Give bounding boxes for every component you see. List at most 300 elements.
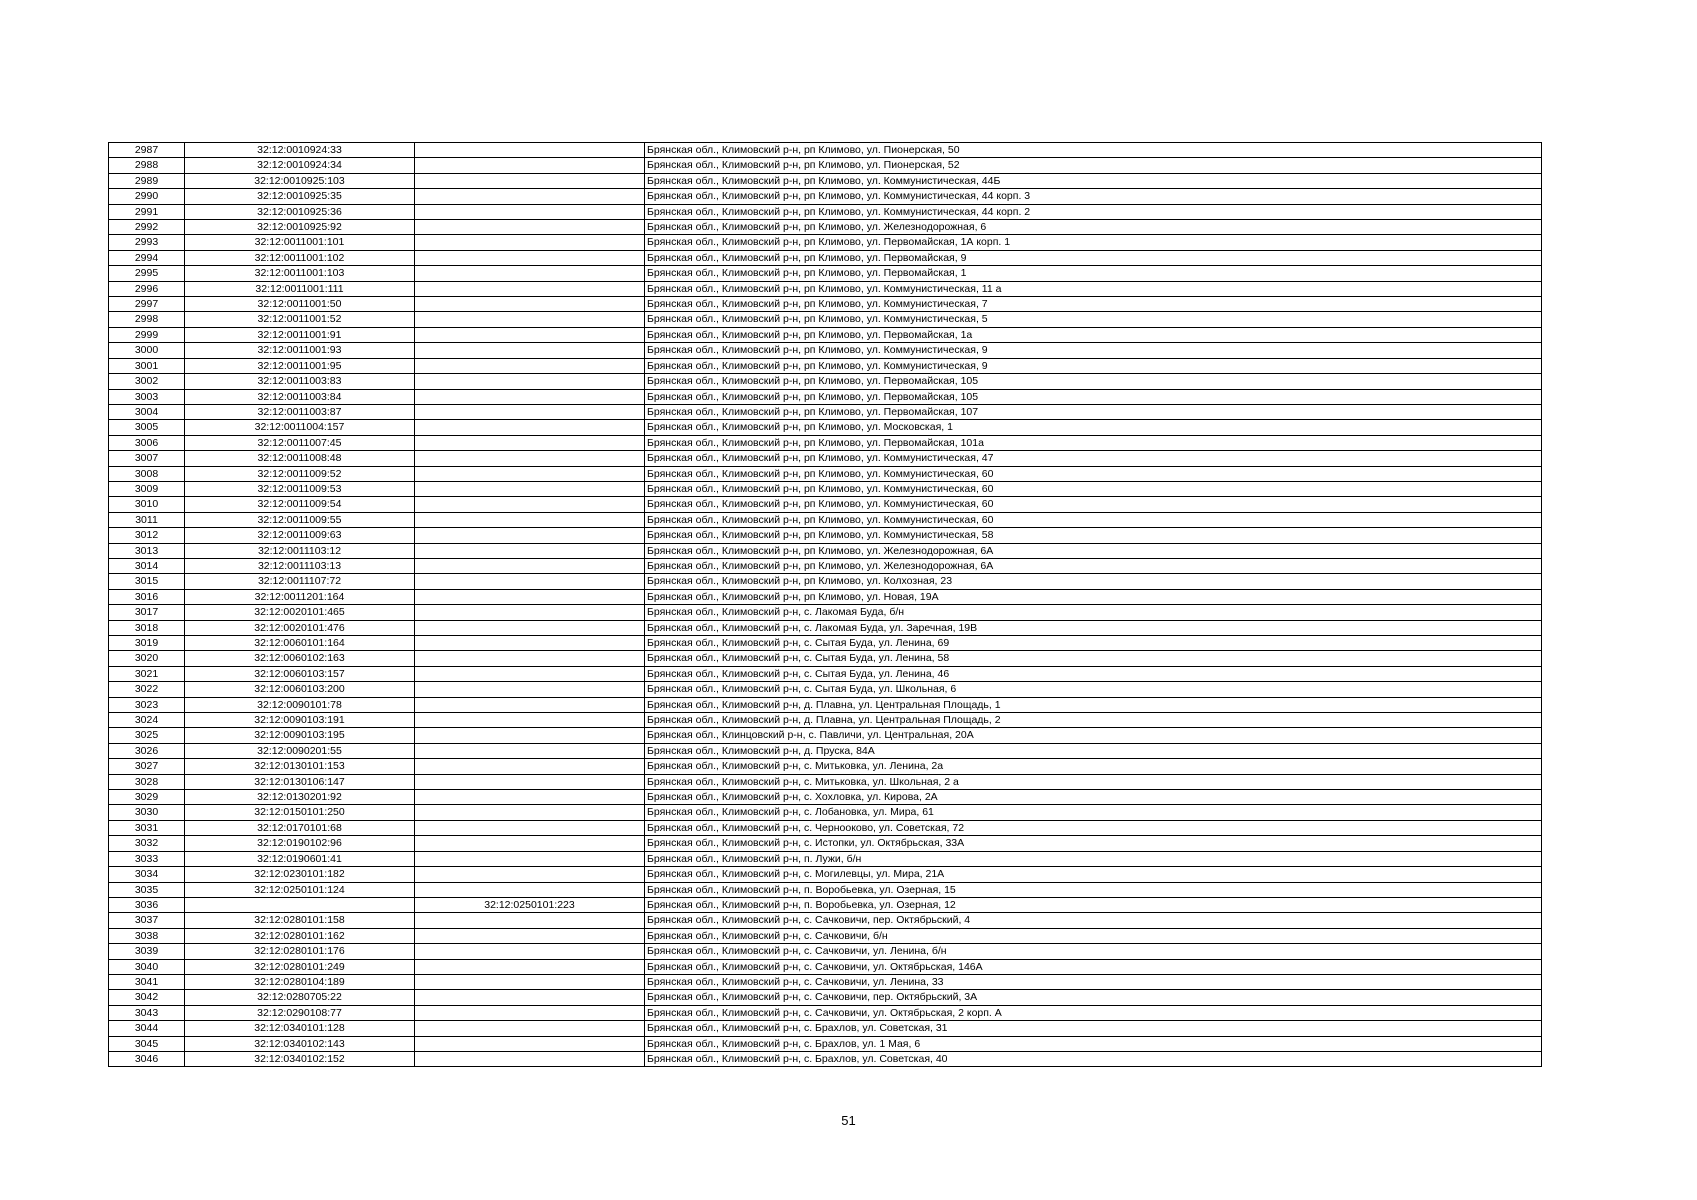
cadastral-number-alt-cell bbox=[415, 204, 645, 219]
address-cell: Брянская обл., Климовский р-н, рп Климово, ул. Коммунистическая, 44Б bbox=[645, 173, 1542, 188]
cadastral-number-cell: 32:12:0280101:162 bbox=[185, 928, 415, 943]
cadastral-number-cell: 32:12:0010925:35 bbox=[185, 189, 415, 204]
address-cell: Брянская обл., Климовский р-н, рп Климово, ул. Первомайская, 105 bbox=[645, 389, 1542, 404]
table-row bbox=[109, 466, 1542, 481]
address-cell: Брянская обл., Климовский р-н, с. Сачковичи, пер. Октябрьский, 3А bbox=[645, 990, 1542, 1005]
cadastral-number-cell: 32:12:0060101:164 bbox=[185, 636, 415, 651]
address-cell: Брянская обл., Климовский р-н, рп Климово, ул. Коммунистическая, 47 bbox=[645, 451, 1542, 466]
cadastral-number-alt-cell bbox=[415, 651, 645, 666]
cadastral-number-alt-cell bbox=[415, 297, 645, 312]
row-number-cell: 3015 bbox=[109, 574, 185, 589]
row-number-cell: 3009 bbox=[109, 481, 185, 496]
row-number-cell: 3022 bbox=[109, 682, 185, 697]
cadastral-number-cell: 32:12:0090103:191 bbox=[185, 713, 415, 728]
row-number-cell: 3029 bbox=[109, 790, 185, 805]
row-number-cell: 3042 bbox=[109, 990, 185, 1005]
address-cell: Брянская обл., Климовский р-н, рп Климово, ул. Коммунистическая, 60 bbox=[645, 497, 1542, 512]
row-number-cell: 3021 bbox=[109, 666, 185, 681]
table-row bbox=[109, 143, 1542, 158]
address-cell: Брянская обл., Климовский р-н, с. Хохловка, ул. Кирова, 2А bbox=[645, 790, 1542, 805]
row-number-cell: 3028 bbox=[109, 774, 185, 789]
cadastral-number-alt-cell bbox=[415, 374, 645, 389]
address-cell: Брянская обл., Климовский р-н, рп Климово, ул. Коммунистическая, 11 а bbox=[645, 281, 1542, 296]
table-row bbox=[109, 250, 1542, 265]
cadastral-number-cell: 32:12:0130106:147 bbox=[185, 774, 415, 789]
table-row bbox=[109, 297, 1542, 312]
table-row bbox=[109, 220, 1542, 235]
table-row bbox=[109, 974, 1542, 989]
table-row bbox=[109, 1021, 1542, 1036]
address-cell: Брянская обл., Климовский р-н, рп Климово, ул. Коммунистическая, 5 bbox=[645, 312, 1542, 327]
table-row bbox=[109, 435, 1542, 450]
table-row bbox=[109, 512, 1542, 527]
table-row bbox=[109, 389, 1542, 404]
cadastral-number-cell: 32:12:0011008:48 bbox=[185, 451, 415, 466]
cadastral-number-alt-cell bbox=[415, 266, 645, 281]
address-cell: Брянская обл., Климовский р-н, рп Климово, ул. Железнодорожная, 6 bbox=[645, 220, 1542, 235]
cadastral-number-alt-cell bbox=[415, 990, 645, 1005]
address-cell: Брянская обл., Климовский р-н, с. Лакомая Буда, ул. Заречная, 19В bbox=[645, 620, 1542, 635]
table-row bbox=[109, 173, 1542, 188]
page-number: 51 bbox=[841, 1113, 856, 1128]
cadastral-number-cell: 32:12:0011009:53 bbox=[185, 481, 415, 496]
address-cell: Брянская обл., Климовский р-н, рп Климово, ул. Коммунистическая, 9 bbox=[645, 358, 1542, 373]
cadastral-number-cell: 32:12:0011001:102 bbox=[185, 250, 415, 265]
cadastral-number-cell: 32:12:0060102:163 bbox=[185, 651, 415, 666]
cadastral-number-alt-cell bbox=[415, 697, 645, 712]
row-number-cell: 3035 bbox=[109, 882, 185, 897]
table-row bbox=[109, 528, 1542, 543]
cadastral-number-alt-cell bbox=[415, 1005, 645, 1020]
table-row bbox=[109, 481, 1542, 496]
cadastral-number-cell: 32:12:0130101:153 bbox=[185, 759, 415, 774]
table-row bbox=[109, 805, 1542, 820]
table-row bbox=[109, 790, 1542, 805]
cadastral-number-alt-cell bbox=[415, 867, 645, 882]
table-row bbox=[109, 651, 1542, 666]
cadastral-number-alt-cell bbox=[415, 759, 645, 774]
address-cell: Брянская обл., Климовский р-н, рп Климово, ул. Коммунистическая, 44 корп. 3 bbox=[645, 189, 1542, 204]
cadastral-number-alt-cell bbox=[415, 1036, 645, 1051]
address-cell: Брянская обл., Климовский р-н, рп Климово, ул. Железнодорожная, 6А bbox=[645, 558, 1542, 573]
address-cell: Брянская обл., Климовский р-н, с. Сачковичи, ул. Ленина, 33 bbox=[645, 974, 1542, 989]
cadastral-number-cell: 32:12:0011103:12 bbox=[185, 543, 415, 558]
row-number-cell: 3004 bbox=[109, 404, 185, 419]
table-row bbox=[109, 728, 1542, 743]
row-number-cell: 2995 bbox=[109, 266, 185, 281]
address-cell: Брянская обл., Климовский р-н, с. Брахлов, ул. Советская, 31 bbox=[645, 1021, 1542, 1036]
address-cell: Брянская обл., Климовский р-н, с. Могилевцы, ул. Мира, 21А bbox=[645, 867, 1542, 882]
row-number-cell: 3014 bbox=[109, 558, 185, 573]
cadastral-number-alt-cell bbox=[415, 666, 645, 681]
cadastral-number-alt-cell: 32:12:0250101:223 bbox=[415, 897, 645, 912]
row-number-cell: 3040 bbox=[109, 959, 185, 974]
row-number-cell: 3018 bbox=[109, 620, 185, 635]
address-cell: Брянская обл., Климовский р-н, д. Пруска, 84А bbox=[645, 743, 1542, 758]
cadastral-number-cell: 32:12:0190601:41 bbox=[185, 851, 415, 866]
table-row bbox=[109, 497, 1542, 512]
table-row bbox=[109, 959, 1542, 974]
cadastral-number-alt-cell bbox=[415, 158, 645, 173]
cadastral-number-alt-cell bbox=[415, 774, 645, 789]
row-number-cell: 3030 bbox=[109, 805, 185, 820]
row-number-cell: 2990 bbox=[109, 189, 185, 204]
cadastral-number-alt-cell bbox=[415, 189, 645, 204]
cadastral-number-alt-cell bbox=[415, 944, 645, 959]
address-cell: Брянская обл., Климовский р-н, с. Сачковичи, ул. Октябрьская, 146А bbox=[645, 959, 1542, 974]
row-number-cell: 2998 bbox=[109, 312, 185, 327]
address-cell: Брянская обл., Климовский р-н, рп Климово, ул. Первомайская, 1 bbox=[645, 266, 1542, 281]
row-number-cell: 3002 bbox=[109, 374, 185, 389]
row-number-cell: 3005 bbox=[109, 420, 185, 435]
address-cell: Брянская обл., Климовский р-н, рп Климово, ул. Пионерская, 52 bbox=[645, 158, 1542, 173]
cadastral-number-cell: 32:12:0011107:72 bbox=[185, 574, 415, 589]
cadastral-number-cell: 32:12:0230101:182 bbox=[185, 867, 415, 882]
address-cell: Брянская обл., Климовский р-н, рп Климово, ул. Коммунистическая, 58 bbox=[645, 528, 1542, 543]
cadastral-number-alt-cell bbox=[415, 404, 645, 419]
cadastral-number-alt-cell bbox=[415, 713, 645, 728]
table-row bbox=[109, 897, 1542, 912]
cadastral-number-alt-cell bbox=[415, 235, 645, 250]
row-number-cell: 2987 bbox=[109, 143, 185, 158]
cadastral-number-alt-cell bbox=[415, 143, 645, 158]
address-cell: Брянская обл., Климовский р-н, рп Климово, ул. Первомайская, 1А корп. 1 bbox=[645, 235, 1542, 250]
table-row bbox=[109, 605, 1542, 620]
address-cell: Брянская обл., Климовский р-н, рп Климово, ул. Коммунистическая, 7 bbox=[645, 297, 1542, 312]
cadastral-number-cell: 32:12:0011001:52 bbox=[185, 312, 415, 327]
address-cell: Брянская обл., Климовский р-н, рп Климово, ул. Первомайская, 9 bbox=[645, 250, 1542, 265]
address-cell: Брянская обл., Климовский р-н, с. Сачковичи, б/н bbox=[645, 928, 1542, 943]
row-number-cell: 3031 bbox=[109, 820, 185, 835]
table-row bbox=[109, 620, 1542, 635]
table-row bbox=[109, 636, 1542, 651]
address-cell: Брянская обл., Климовский р-н, с. Сачковичи, пер. Октябрьский, 4 bbox=[645, 913, 1542, 928]
table-row bbox=[109, 420, 1542, 435]
row-number-cell: 3003 bbox=[109, 389, 185, 404]
address-cell: Брянская обл., Климовский р-н, рп Климово, ул. Коммунистическая, 60 bbox=[645, 481, 1542, 496]
table-row bbox=[109, 713, 1542, 728]
cadastral-number-alt-cell bbox=[415, 281, 645, 296]
cadastral-number-cell: 32:12:0340101:128 bbox=[185, 1021, 415, 1036]
address-cell: Брянская обл., Клинцовский р-н, с. Павличи, ул. Центральная, 20А bbox=[645, 728, 1542, 743]
cadastral-number-alt-cell bbox=[415, 790, 645, 805]
address-cell: Брянская обл., Климовский р-н, рп Климово, ул. Новая, 19А bbox=[645, 589, 1542, 604]
address-cell: Брянская обл., Климовский р-н, с. Лобановка, ул. Мира, 61 bbox=[645, 805, 1542, 820]
table-row bbox=[109, 774, 1542, 789]
cadastral-number-alt-cell bbox=[415, 820, 645, 835]
table-row bbox=[109, 543, 1542, 558]
cadastral-number-cell: 32:12:0020101:465 bbox=[185, 605, 415, 620]
cadastral-number-cell: 32:12:0011009:55 bbox=[185, 512, 415, 527]
row-number-cell: 2999 bbox=[109, 327, 185, 342]
cadastral-number-alt-cell bbox=[415, 451, 645, 466]
table-row bbox=[109, 189, 1542, 204]
cadastral-number-alt-cell bbox=[415, 728, 645, 743]
address-cell: Брянская обл., Климовский р-н, с. Сытая Буда, ул. Ленина, 46 bbox=[645, 666, 1542, 681]
cadastral-number-cell: 32:12:0010924:34 bbox=[185, 158, 415, 173]
cadastral-number-cell: 32:12:0020101:476 bbox=[185, 620, 415, 635]
cadastral-number-alt-cell bbox=[415, 343, 645, 358]
row-number-cell: 3032 bbox=[109, 836, 185, 851]
address-cell: Брянская обл., Климовский р-н, с. Истопки, ул. Октябрьская, 33А bbox=[645, 836, 1542, 851]
row-number-cell: 2997 bbox=[109, 297, 185, 312]
cadastral-number-alt-cell bbox=[415, 1021, 645, 1036]
cadastral-number-alt-cell bbox=[415, 913, 645, 928]
cadastral-number-alt-cell bbox=[415, 250, 645, 265]
row-number-cell: 2988 bbox=[109, 158, 185, 173]
registry-table-container bbox=[108, 142, 1542, 1067]
cadastral-number-alt-cell bbox=[415, 636, 645, 651]
cadastral-number-cell: 32:12:0011103:13 bbox=[185, 558, 415, 573]
table-row bbox=[109, 682, 1542, 697]
row-number-cell: 3039 bbox=[109, 944, 185, 959]
cadastral-number-cell: 32:12:0010925:92 bbox=[185, 220, 415, 235]
address-cell: Брянская обл., Климовский р-н, п. Воробьевка, ул. Озерная, 12 bbox=[645, 897, 1542, 912]
table-row bbox=[109, 327, 1542, 342]
table-row bbox=[109, 266, 1542, 281]
cadastral-number-alt-cell bbox=[415, 928, 645, 943]
cadastral-number-cell: 32:12:0011009:52 bbox=[185, 466, 415, 481]
table-row bbox=[109, 589, 1542, 604]
cadastral-number-alt-cell bbox=[415, 805, 645, 820]
row-number-cell: 3034 bbox=[109, 867, 185, 882]
address-cell: Брянская обл., Климовский р-н, п. Воробьевка, ул. Озерная, 15 bbox=[645, 882, 1542, 897]
cadastral-number-cell: 32:12:0290108:77 bbox=[185, 1005, 415, 1020]
cadastral-number-cell: 32:12:0150101:250 bbox=[185, 805, 415, 820]
cadastral-number-cell: 32:12:0011201:164 bbox=[185, 589, 415, 604]
cadastral-number-cell: 32:12:0011001:95 bbox=[185, 358, 415, 373]
cadastral-number-alt-cell bbox=[415, 620, 645, 635]
table-row bbox=[109, 851, 1542, 866]
table-row bbox=[109, 743, 1542, 758]
address-cell: Брянская обл., Климовский р-н, рп Климово, ул. Первомайская, 101а bbox=[645, 435, 1542, 450]
address-cell: Брянская обл., Климовский р-н, п. Лужи, б/н bbox=[645, 851, 1542, 866]
cadastral-number-alt-cell bbox=[415, 466, 645, 481]
row-number-cell: 3006 bbox=[109, 435, 185, 450]
table-row bbox=[109, 759, 1542, 774]
cadastral-number-cell: 32:12:0011007:45 bbox=[185, 435, 415, 450]
row-number-cell: 3000 bbox=[109, 343, 185, 358]
registry-table bbox=[108, 142, 1542, 1067]
table-row bbox=[109, 312, 1542, 327]
address-cell: Брянская обл., Климовский р-н, с. Брахлов, ул. 1 Мая, 6 bbox=[645, 1036, 1542, 1051]
cadastral-number-alt-cell bbox=[415, 743, 645, 758]
address-cell: Брянская обл., Климовский р-н, с. Митьковка, ул. Школьная, 2 а bbox=[645, 774, 1542, 789]
row-number-cell: 3043 bbox=[109, 1005, 185, 1020]
table-row bbox=[109, 574, 1542, 589]
table-row bbox=[109, 990, 1542, 1005]
row-number-cell: 3020 bbox=[109, 651, 185, 666]
row-number-cell: 3001 bbox=[109, 358, 185, 373]
row-number-cell: 3017 bbox=[109, 605, 185, 620]
cadastral-number-alt-cell bbox=[415, 836, 645, 851]
cadastral-number-alt-cell bbox=[415, 682, 645, 697]
cadastral-number-cell: 32:12:0090201:55 bbox=[185, 743, 415, 758]
row-number-cell: 2994 bbox=[109, 250, 185, 265]
row-number-cell: 3012 bbox=[109, 528, 185, 543]
row-number-cell: 2996 bbox=[109, 281, 185, 296]
address-cell: Брянская обл., Климовский р-н, с. Сытая Буда, ул. Школьная, 6 bbox=[645, 682, 1542, 697]
cadastral-number-cell: 32:12:0130201:92 bbox=[185, 790, 415, 805]
row-number-cell: 3045 bbox=[109, 1036, 185, 1051]
cadastral-number-alt-cell bbox=[415, 974, 645, 989]
cadastral-number-cell: 32:12:0011003:87 bbox=[185, 404, 415, 419]
cadastral-number-alt-cell bbox=[415, 959, 645, 974]
table-row bbox=[109, 343, 1542, 358]
row-number-cell: 3023 bbox=[109, 697, 185, 712]
address-cell: Брянская обл., Климовский р-н, рп Климово, ул. Московская, 1 bbox=[645, 420, 1542, 435]
table-row bbox=[109, 928, 1542, 943]
table-row bbox=[109, 404, 1542, 419]
row-number-cell: 3044 bbox=[109, 1021, 185, 1036]
address-cell: Брянская обл., Климовский р-н, рп Климово, ул. Коммунистическая, 60 bbox=[645, 466, 1542, 481]
row-number-cell: 3041 bbox=[109, 974, 185, 989]
cadastral-number-cell: 32:12:0011001:111 bbox=[185, 281, 415, 296]
row-number-cell: 3019 bbox=[109, 636, 185, 651]
cadastral-number-cell: 32:12:0280705:22 bbox=[185, 990, 415, 1005]
address-cell: Брянская обл., Климовский р-н, рп Климово, ул. Железнодорожная, 6А bbox=[645, 543, 1542, 558]
row-number-cell: 3013 bbox=[109, 543, 185, 558]
cadastral-number-alt-cell bbox=[415, 574, 645, 589]
address-cell: Брянская обл., Климовский р-н, с. Сытая Буда, ул. Ленина, 69 bbox=[645, 636, 1542, 651]
cadastral-number-alt-cell bbox=[415, 558, 645, 573]
row-number-cell: 2989 bbox=[109, 173, 185, 188]
address-cell: Брянская обл., Климовский р-н, д. Плавна, ул. Центральная Площадь, 2 bbox=[645, 713, 1542, 728]
row-number-cell: 3038 bbox=[109, 928, 185, 943]
cadastral-number-alt-cell bbox=[415, 420, 645, 435]
row-number-cell: 3010 bbox=[109, 497, 185, 512]
address-cell: Брянская обл., Климовский р-н, рп Климово, ул. Коммунистическая, 9 bbox=[645, 343, 1542, 358]
address-cell: Брянская обл., Климовский р-н, рп Климово, ул. Первомайская, 107 bbox=[645, 404, 1542, 419]
cadastral-number-cell: 32:12:0011001:101 bbox=[185, 235, 415, 250]
table-row bbox=[109, 1051, 1542, 1066]
table-row bbox=[109, 281, 1542, 296]
table-body bbox=[109, 143, 1542, 1067]
cadastral-number-cell: 32:12:0011001:91 bbox=[185, 327, 415, 342]
cadastral-number-alt-cell bbox=[415, 497, 645, 512]
cadastral-number-alt-cell bbox=[415, 1051, 645, 1066]
address-cell: Брянская обл., Климовский р-н, с. Митьковка, ул. Ленина, 2а bbox=[645, 759, 1542, 774]
cadastral-number-cell: 32:12:0011003:84 bbox=[185, 389, 415, 404]
address-cell: Брянская обл., Климовский р-н, с. Сачковичи, ул. Октябрьская, 2 корп. А bbox=[645, 1005, 1542, 1020]
table-row bbox=[109, 666, 1542, 681]
cadastral-number-cell: 32:12:0011001:93 bbox=[185, 343, 415, 358]
address-cell: Брянская обл., Климовский р-н, с. Брахлов, ул. Советская, 40 bbox=[645, 1051, 1542, 1066]
address-cell: Брянская обл., Климовский р-н, д. Плавна, ул. Центральная Площадь, 1 bbox=[645, 697, 1542, 712]
address-cell: Брянская обл., Климовский р-н, рп Климово, ул. Колхозная, 23 bbox=[645, 574, 1542, 589]
cadastral-number-cell: 32:12:0250101:124 bbox=[185, 882, 415, 897]
address-cell: Брянская обл., Климовский р-н, рп Климово, ул. Первомайская, 1а bbox=[645, 327, 1542, 342]
table-row bbox=[109, 558, 1542, 573]
table-row bbox=[109, 374, 1542, 389]
cadastral-number-cell: 32:12:0340102:152 bbox=[185, 1051, 415, 1066]
cadastral-number-alt-cell bbox=[415, 312, 645, 327]
cadastral-number-alt-cell bbox=[415, 512, 645, 527]
table-row bbox=[109, 882, 1542, 897]
row-number-cell: 3046 bbox=[109, 1051, 185, 1066]
cadastral-number-alt-cell bbox=[415, 358, 645, 373]
address-cell: Брянская обл., Климовский р-н, с. Чернооково, ул. Советская, 72 bbox=[645, 820, 1542, 835]
row-number-cell: 3025 bbox=[109, 728, 185, 743]
row-number-cell: 2991 bbox=[109, 204, 185, 219]
row-number-cell: 3033 bbox=[109, 851, 185, 866]
table-row bbox=[109, 697, 1542, 712]
cadastral-number-alt-cell bbox=[415, 589, 645, 604]
cadastral-number-alt-cell bbox=[415, 543, 645, 558]
address-cell: Брянская обл., Климовский р-н, рп Климово, ул. Коммунистическая, 60 bbox=[645, 512, 1542, 527]
cadastral-number-alt-cell bbox=[415, 481, 645, 496]
cadastral-number-cell: 32:12:0060103:157 bbox=[185, 666, 415, 681]
cadastral-number-alt-cell bbox=[415, 882, 645, 897]
table-row bbox=[109, 1036, 1542, 1051]
cadastral-number-cell: 32:12:0010924:33 bbox=[185, 143, 415, 158]
cadastral-number-cell bbox=[185, 897, 415, 912]
table-row bbox=[109, 235, 1542, 250]
table-row bbox=[109, 836, 1542, 851]
table-row bbox=[109, 944, 1542, 959]
cadastral-number-alt-cell bbox=[415, 851, 645, 866]
table-row bbox=[109, 204, 1542, 219]
row-number-cell: 3008 bbox=[109, 466, 185, 481]
cadastral-number-cell: 32:12:0170101:68 bbox=[185, 820, 415, 835]
address-cell: Брянская обл., Климовский р-н, с. Сачковичи, ул. Ленина, б/н bbox=[645, 944, 1542, 959]
cadastral-number-cell: 32:12:0280101:158 bbox=[185, 913, 415, 928]
cadastral-number-alt-cell bbox=[415, 528, 645, 543]
table-row bbox=[109, 1005, 1542, 1020]
cadastral-number-alt-cell bbox=[415, 173, 645, 188]
cadastral-number-cell: 32:12:0280101:176 bbox=[185, 944, 415, 959]
row-number-cell: 3036 bbox=[109, 897, 185, 912]
cadastral-number-alt-cell bbox=[415, 220, 645, 235]
row-number-cell: 3007 bbox=[109, 451, 185, 466]
row-number-cell: 3024 bbox=[109, 713, 185, 728]
table-row bbox=[109, 358, 1542, 373]
cadastral-number-cell: 32:12:0280104:189 bbox=[185, 974, 415, 989]
cadastral-number-cell: 32:12:0190102:96 bbox=[185, 836, 415, 851]
cadastral-number-cell: 32:12:0011001:103 bbox=[185, 266, 415, 281]
address-cell: Брянская обл., Климовский р-н, рп Климово, ул. Коммунистическая, 44 корп. 2 bbox=[645, 204, 1542, 219]
address-cell: Брянская обл., Климовский р-н, рп Климово, ул. Первомайская, 105 bbox=[645, 374, 1542, 389]
row-number-cell: 2992 bbox=[109, 220, 185, 235]
address-cell: Брянская обл., Климовский р-н, с. Сытая Буда, ул. Ленина, 58 bbox=[645, 651, 1542, 666]
row-number-cell: 3037 bbox=[109, 913, 185, 928]
cadastral-number-alt-cell bbox=[415, 389, 645, 404]
cadastral-number-cell: 32:12:0011009:63 bbox=[185, 528, 415, 543]
address-cell: Брянская обл., Климовский р-н, рп Климово, ул. Пионерская, 50 bbox=[645, 143, 1542, 158]
row-number-cell: 3026 bbox=[109, 743, 185, 758]
row-number-cell: 3011 bbox=[109, 512, 185, 527]
cadastral-number-cell: 32:12:0010925:36 bbox=[185, 204, 415, 219]
address-cell: Брянская обл., Климовский р-н, с. Лакомая Буда, б/н bbox=[645, 605, 1542, 620]
row-number-cell: 3016 bbox=[109, 589, 185, 604]
cadastral-number-cell: 32:12:0011003:83 bbox=[185, 374, 415, 389]
cadastral-number-cell: 32:12:0060103:200 bbox=[185, 682, 415, 697]
cadastral-number-cell: 32:12:0340102:143 bbox=[185, 1036, 415, 1051]
cadastral-number-cell: 32:12:0280101:249 bbox=[185, 959, 415, 974]
table-row bbox=[109, 867, 1542, 882]
table-row bbox=[109, 913, 1542, 928]
cadastral-number-cell: 32:12:0011004:157 bbox=[185, 420, 415, 435]
cadastral-number-alt-cell bbox=[415, 435, 645, 450]
cadastral-number-alt-cell bbox=[415, 605, 645, 620]
table-row bbox=[109, 158, 1542, 173]
table-row bbox=[109, 820, 1542, 835]
cadastral-number-cell: 32:12:0011001:50 bbox=[185, 297, 415, 312]
row-number-cell: 2993 bbox=[109, 235, 185, 250]
cadastral-number-alt-cell bbox=[415, 327, 645, 342]
cadastral-number-cell: 32:12:0090103:195 bbox=[185, 728, 415, 743]
table-row bbox=[109, 451, 1542, 466]
